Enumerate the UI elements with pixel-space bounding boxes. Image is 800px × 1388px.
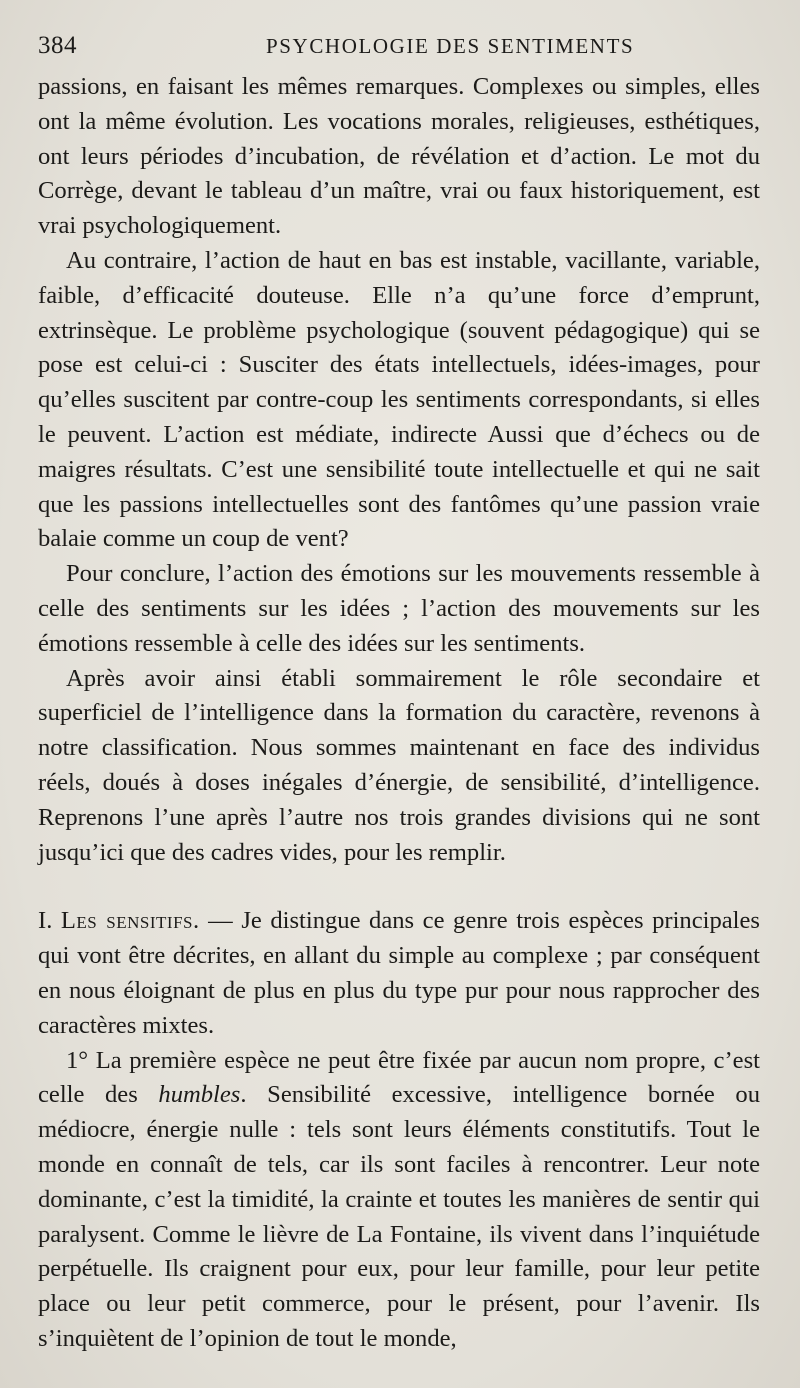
paragraph-action-haut-en-bas: Au contraire, l’action de haut en bas est instable, vacillante, variable, faible, d’efficacité douteuse. Elle n’a qu’une force d’emprunt, extrinsèque. Le problème psychologique (souvent pédagogique) qui se pose est celui-ci : Susciter des états intellectuels, idées-images, pour qu’elles suscitent par contre-coup les sentiments correspondants, si elles le peuvent. L’action est médiate, indirecte Aussi que d’échecs ou de maigres résultats. C’est une sensibilité toute intellectuelle et qui ne sait que les passions intellectuelles sont des fantômes qu’une passion vraie balaie comme un coup de vent? [38,246,760,553]
section-gap [38,870,760,904]
section-text: — Je distingue dans ce genre trois espèces principales qui vont être décrites, en allant du simple au complexe ; par conséquent en nous éloignant de plus en plus du type pur pour nous rapprocher des caractères mixtes. [38,907,760,1039]
paragraph-conclusion: Pour conclure, l’action des émotions sur les mouvements ressemble à celle des sentiments sur les idées ; l’action des mouvements sur les émotions ressemble à celle des idées sur les sentiments. [38,560,760,657]
humbles-lead: 1° La première espèce ne peut être fixée par aucun nom propre, c’est celle des [38,1046,760,1109]
paragraph-humbles [38,1044,760,1357]
running-title: PSYCHOLOGIE DES SENTIMENTS [266,34,635,58]
humbles-emphasis: humbles [158,1081,241,1109]
page-number: 384 [38,32,77,59]
section-heading: Les sensitifs. [60,907,200,935]
section-sensitifs [38,904,760,1043]
paragraph-continuation: passions, en faisant les mêmes remarques. Complexes ou simples, elles ont la même évolution. Les vocations morales, religieuses, esthétiques, ont leurs périodes d’incubation, de révélation et d’action. Le mot du Corrège, devant le tableau d’un maître, vrai ou faux historiquement, est vrai psychologiquement. [38,73,760,240]
section-numeral: I. [38,907,53,935]
running-head [38,22,760,70]
paragraph-classification: Après avoir ainsi établi sommairement le rôle secondaire et superficiel de l’intelligence dans la formation du caractère, revenons à notre classification. Nous sommes maintenant en face des individus réels, doués à doses inégales d’énergie, de sensibilité, d’intelligence. Reprenons l’une après l’autre nos trois grandes divisions qui ne sont jusqu’ici que des cadres vides, pour les remplir. [38,664,760,866]
humbles-rest: . Sensibilité excessive, intelligence bornée ou médiocre, énergie nulle : tels sont leurs éléments constitutifs. Tout le monde en connaît de tels, car ils sont faciles à rencontrer. Leur note dominante, c’est la timidité, la crainte et toutes les manières de sentir qui paralysent. Comme le lièvre de La Fontaine, ils vivent dans l’inquiétude perpétuelle. Ils craignent pour eux, pour leur famille, pour leur petite place ou leur petit commerce, pour le présent, pour l’avenir. Ils s’inquiètent de l’opinion de tout le monde, [38,1081,760,1352]
